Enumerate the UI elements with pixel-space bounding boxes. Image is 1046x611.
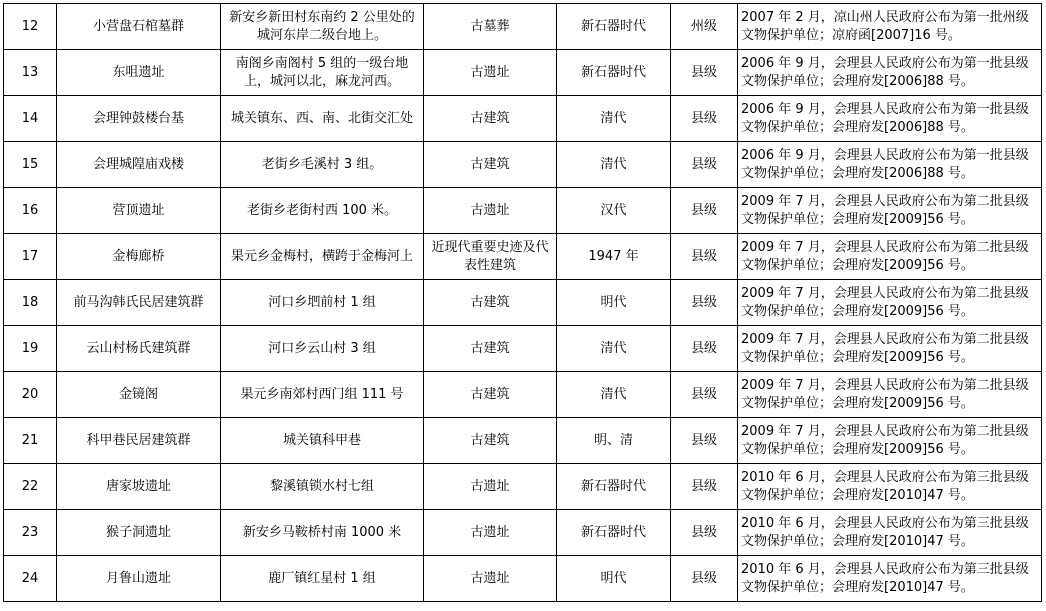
site-era: 清代 — [557, 326, 671, 372]
table-row — [4, 96, 1042, 142]
protection-level: 县级 — [671, 326, 738, 372]
site-era: 明代 — [557, 556, 671, 602]
site-era: 新石器时代 — [557, 464, 671, 510]
site-name: 唐家坡遗址 — [57, 464, 221, 510]
site-name: 会理城隍庙戏楼 — [57, 142, 221, 188]
announcement-note: 2006 年 9 月，会理县人民政府公布为第一批县级文物保护单位；会理府发[2006]88 号。 — [738, 50, 1042, 96]
row-number: 20 — [4, 372, 57, 418]
announcement-note: 2006 年 9 月，会理县人民政府公布为第一批县级文物保护单位；会理府发[2006]88 号。 — [738, 142, 1042, 188]
table-row — [4, 4, 1042, 50]
announcement-note: 2009 年 7 月，会理县人民政府公布为第二批县级文物保护单位；会理府发[2009]56 号。 — [738, 280, 1042, 326]
announcement-note: 2009 年 7 月，会理县人民政府公布为第二批县级文物保护单位；会理府发[2009]56 号。 — [738, 326, 1042, 372]
site-location: 鹿厂镇红星村 1 组 — [221, 556, 424, 602]
protection-level: 县级 — [671, 234, 738, 280]
site-location: 果元乡南郊村西门组 111 号 — [221, 372, 424, 418]
site-era: 1947 年 — [557, 234, 671, 280]
protection-level: 县级 — [671, 96, 738, 142]
table-row — [4, 188, 1042, 234]
protection-level: 县级 — [671, 510, 738, 556]
table-row — [4, 142, 1042, 188]
site-era: 新石器时代 — [557, 510, 671, 556]
table-row — [4, 234, 1042, 280]
protection-level: 县级 — [671, 142, 738, 188]
site-era: 清代 — [557, 372, 671, 418]
site-type: 古建筑 — [424, 96, 557, 142]
site-era: 新石器时代 — [557, 50, 671, 96]
row-number: 23 — [4, 510, 57, 556]
protection-level: 县级 — [671, 50, 738, 96]
protection-level: 县级 — [671, 418, 738, 464]
site-name: 云山村杨氏建筑群 — [57, 326, 221, 372]
site-type: 古建筑 — [424, 418, 557, 464]
site-location: 新安乡新田村东南约 2 公里处的城河东岸二级台地上。 — [221, 4, 424, 50]
site-name: 会理钟鼓楼台基 — [57, 96, 221, 142]
announcement-note: 2009 年 7 月，会理县人民政府公布为第二批县级文物保护单位；会理府发[2009]56 号。 — [738, 188, 1042, 234]
row-number: 22 — [4, 464, 57, 510]
site-location: 老街乡老街村西 100 米。 — [221, 188, 424, 234]
announcement-note: 2010 年 6 月，会理县人民政府公布为第三批县级文物保护单位；会理府发[2010]47 号。 — [738, 464, 1042, 510]
site-name: 前马沟韩氏民居建筑群 — [57, 280, 221, 326]
table-row — [4, 556, 1042, 602]
site-location: 城关镇东、西、南、北街交汇处 — [221, 96, 424, 142]
site-location: 河口乡云山村 3 组 — [221, 326, 424, 372]
announcement-note: 2009 年 7 月，会理县人民政府公布为第二批县级文物保护单位；会理府发[2009]56 号。 — [738, 234, 1042, 280]
site-name: 猴子洞遗址 — [57, 510, 221, 556]
site-type: 古建筑 — [424, 372, 557, 418]
table-row — [4, 372, 1042, 418]
site-location: 黎溪镇锁水村七组 — [221, 464, 424, 510]
row-number: 19 — [4, 326, 57, 372]
table-row — [4, 326, 1042, 372]
site-type: 古遗址 — [424, 188, 557, 234]
heritage-sites-table — [3, 3, 1042, 602]
site-era: 新石器时代 — [557, 4, 671, 50]
protection-level: 县级 — [671, 188, 738, 234]
site-name: 金梅廊桥 — [57, 234, 221, 280]
site-name: 金镜阁 — [57, 372, 221, 418]
announcement-note: 2010 年 6 月，会理县人民政府公布为第三批县级文物保护单位；会理府发[2010]47 号。 — [738, 510, 1042, 556]
site-location: 南阁乡南阁村 5 组的一级台地上，城河以北，麻龙河西。 — [221, 50, 424, 96]
site-location: 河口乡垇前村 1 组 — [221, 280, 424, 326]
row-number: 16 — [4, 188, 57, 234]
row-number: 21 — [4, 418, 57, 464]
announcement-note: 2009 年 7 月，会理县人民政府公布为第二批县级文物保护单位；会理府发[2009]56 号。 — [738, 418, 1042, 464]
protection-level: 县级 — [671, 556, 738, 602]
site-type: 古墓葬 — [424, 4, 557, 50]
table-body — [4, 4, 1042, 602]
site-name: 营顶遗址 — [57, 188, 221, 234]
row-number: 12 — [4, 4, 57, 50]
row-number: 17 — [4, 234, 57, 280]
protection-level: 州级 — [671, 4, 738, 50]
site-era: 清代 — [557, 96, 671, 142]
row-number: 15 — [4, 142, 57, 188]
site-type: 古建筑 — [424, 326, 557, 372]
table-row — [4, 418, 1042, 464]
protection-level: 县级 — [671, 280, 738, 326]
announcement-note: 2007 年 2 月，凉山州人民政府公布为第一批州级文物保护单位；凉府函[2007]16 号。 — [738, 4, 1042, 50]
site-location: 新安乡马鞍桥村南 1000 米 — [221, 510, 424, 556]
announcement-note: 2010 年 6 月，会理县人民政府公布为第三批县级文物保护单位；会理府发[2010]47 号。 — [738, 556, 1042, 602]
site-name: 小营盘石棺墓群 — [57, 4, 221, 50]
site-name: 月鲁山遗址 — [57, 556, 221, 602]
announcement-note: 2009 年 7 月，会理县人民政府公布为第二批县级文物保护单位；会理府发[2009]56 号。 — [738, 372, 1042, 418]
site-location: 城关镇科甲巷 — [221, 418, 424, 464]
site-type: 古建筑 — [424, 142, 557, 188]
site-type: 古遗址 — [424, 510, 557, 556]
site-type: 古建筑 — [424, 280, 557, 326]
site-name: 科甲巷民居建筑群 — [57, 418, 221, 464]
site-era: 清代 — [557, 142, 671, 188]
row-number: 13 — [4, 50, 57, 96]
table-row — [4, 280, 1042, 326]
site-type: 古遗址 — [424, 464, 557, 510]
table-row — [4, 510, 1042, 556]
site-type: 古遗址 — [424, 556, 557, 602]
protection-level: 县级 — [671, 372, 738, 418]
protection-level: 县级 — [671, 464, 738, 510]
site-era: 明代 — [557, 280, 671, 326]
row-number: 14 — [4, 96, 57, 142]
site-location: 果元乡金梅村，横跨于金梅河上 — [221, 234, 424, 280]
site-type: 古遗址 — [424, 50, 557, 96]
site-type: 近现代重要史迹及代表性建筑 — [424, 234, 557, 280]
site-era: 汉代 — [557, 188, 671, 234]
site-era: 明、清 — [557, 418, 671, 464]
table-row — [4, 50, 1042, 96]
row-number: 18 — [4, 280, 57, 326]
table-row — [4, 464, 1042, 510]
announcement-note: 2006 年 9 月，会理县人民政府公布为第一批县级文物保护单位；会理府发[2006]88 号。 — [738, 96, 1042, 142]
site-location: 老街乡毛溪村 3 组。 — [221, 142, 424, 188]
site-name: 东咀遗址 — [57, 50, 221, 96]
row-number: 24 — [4, 556, 57, 602]
